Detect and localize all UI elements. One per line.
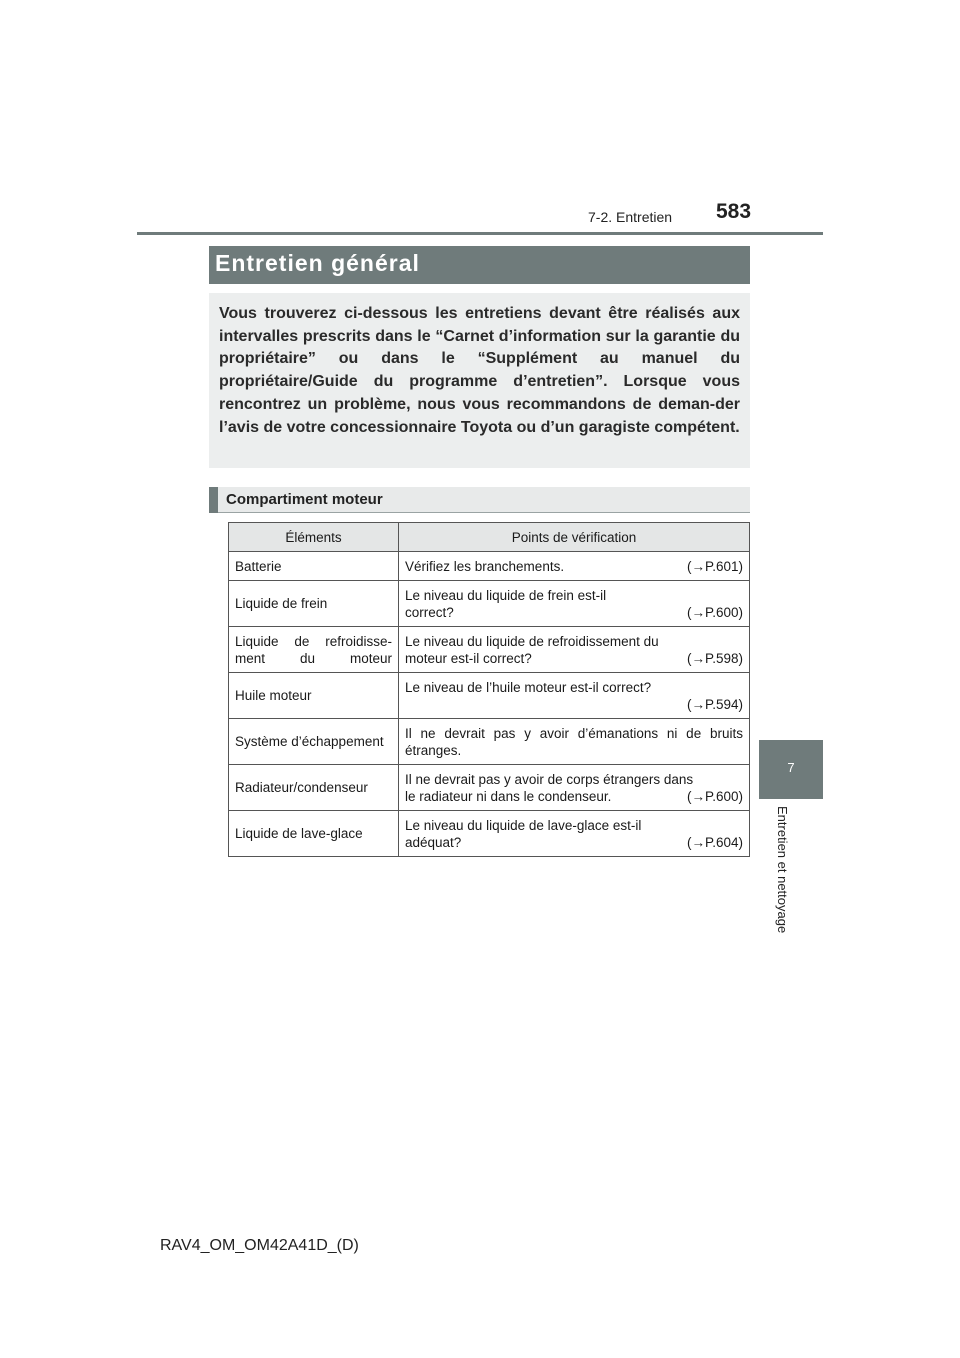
header-divider — [137, 232, 823, 235]
header-section-title: 7-2. Entretien — [588, 209, 673, 225]
check-text: Le niveau du liquide de frein est-il correct? — [405, 587, 607, 620]
page-title-bar — [209, 246, 750, 284]
item-text: Liquide de refroidisse-ment du moteur — [235, 633, 392, 666]
table-row — [229, 673, 750, 719]
table-cell-item: Liquide de frein — [229, 581, 399, 627]
table-row — [229, 581, 750, 627]
table-cell-check — [399, 719, 750, 765]
section-accent — [209, 487, 218, 513]
document-code: RAV4_OM_OM42A41D_(D) — [160, 1237, 359, 1254]
table-cell-item: Batterie — [229, 552, 399, 581]
table-cell-check — [399, 673, 750, 719]
table-row — [229, 719, 750, 765]
chapter-title: Entretien et nettoyage — [775, 806, 790, 934]
page-reference: (→P.601) — [686, 558, 743, 574]
table-cell-item: Liquide de lave-glace — [229, 811, 399, 857]
table-cell-item: Radiateur/condenseur — [229, 765, 399, 811]
check-text: Il ne devrait pas y avoir d’émanations ni de bruits étranges. — [405, 725, 743, 758]
page-title: Entretien général — [215, 250, 420, 276]
table-header-row — [229, 523, 750, 552]
column-header-checks: Points de vérification — [399, 523, 750, 552]
intro-text: Vous trouverez ci-dessous les entretiens devant être réalisés aux intervalles prescrits dans le “Carnet d’information sur la garantie du propriétaire” ou dans le “Supplément au manuel du propriétaire/Guide du programme d’entretien”. Lorsque vous rencontrez un problème, nous vous recommandons de deman-der l’avis de votre concessionnaire Toyota ou d’un garagiste compétent. — [219, 305, 740, 436]
table-cell-check — [399, 765, 750, 811]
page-reference: (→P.600) — [686, 604, 743, 620]
table-cell-item — [229, 627, 399, 673]
check-text: Le niveau de l’huile moteur est-il correct? — [405, 679, 652, 695]
table-cell-item: Huile moteur — [229, 673, 399, 719]
table-row — [229, 552, 750, 581]
page-reference: (→P.600) — [686, 788, 743, 804]
check-text: Il ne devrait pas y avoir de corps étrangers dans le radiateur ni dans le condenseur. — [405, 771, 694, 804]
section-title: Compartiment moteur — [226, 491, 383, 508]
table-row — [229, 765, 750, 811]
table-cell-item: Système d’échappement — [229, 719, 399, 765]
chapter-number: 7 — [787, 760, 795, 775]
chapter-tab — [759, 740, 823, 799]
check-line — [405, 558, 743, 575]
column-header-items: Éléments — [229, 523, 399, 552]
page-number: 583 — [716, 200, 752, 223]
page-reference: (→P.594) — [686, 696, 743, 712]
table-cell-check — [399, 552, 750, 581]
section-header — [209, 487, 750, 513]
check-text: Vérifiez les branchements. — [405, 558, 565, 574]
table-cell-check — [399, 581, 750, 627]
page-reference: (→P.604) — [686, 834, 743, 850]
chapter-title-container — [760, 806, 800, 956]
table-row — [229, 627, 750, 673]
page-reference: (→P.598) — [686, 650, 743, 666]
table-cell-check — [399, 811, 750, 857]
maintenance-table — [228, 522, 750, 857]
table-row — [229, 811, 750, 857]
intro-box — [209, 293, 750, 468]
check-text: Le niveau du liquide de lave-glace est-il adéquat? — [405, 817, 642, 850]
check-text: Le niveau du liquide de refroidissement du moteur est-il correct? — [405, 633, 659, 666]
table-cell-check — [399, 627, 750, 673]
